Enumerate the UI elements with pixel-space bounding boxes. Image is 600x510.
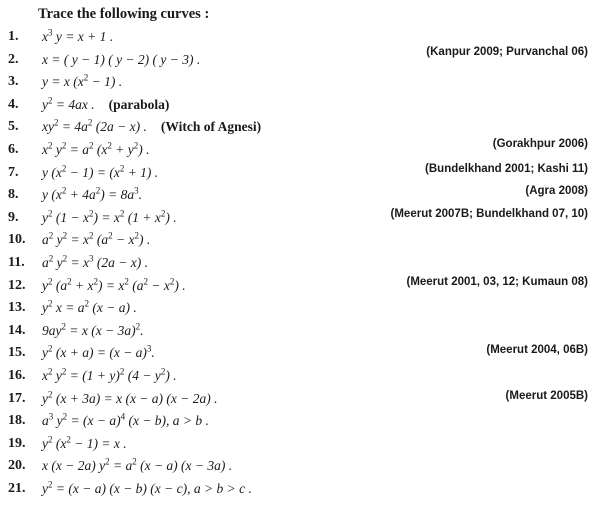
equation-exponent: 2 — [89, 140, 94, 151]
problem-number: 21. — [8, 481, 26, 496]
problem-number: 13. — [8, 300, 26, 316]
problem-equation — [42, 391, 218, 407]
problem-equation — [42, 413, 209, 429]
problem-equation — [42, 368, 177, 384]
equation-exponent: 3 — [88, 253, 94, 264]
exam-source-citation: (Kanpur 2009; Purvanchal 06) — [426, 45, 588, 58]
equation-text: x — [42, 142, 48, 157]
equation-text: = a — [109, 458, 133, 474]
equation-exponent: 3 — [48, 411, 54, 422]
equation-text: x (x − 2a) y — [42, 458, 106, 474]
equation-text: . — [140, 322, 144, 338]
equation-exponent: 2 — [67, 276, 72, 287]
problem-number: 4. — [8, 96, 19, 112]
equation-exponent: 2 — [119, 366, 125, 377]
equation-exponent: 2 — [48, 343, 53, 354]
problem-row — [0, 481, 600, 504]
equation-exponent: 2 — [53, 117, 59, 128]
equation-exponent: 3 — [146, 343, 152, 354]
equation-exponent: 2 — [108, 230, 113, 241]
equation-text: y — [42, 209, 48, 225]
equation-exponent: 2 — [62, 253, 68, 264]
equation-text: = x (x − 3a) — [66, 322, 136, 338]
equation-exponent: 2 — [134, 230, 139, 241]
equation-exponent: 2 — [48, 140, 53, 151]
equation-text: (x − a) (x − 3a) . — [136, 458, 233, 474]
equation-text: y — [53, 255, 63, 270]
problem-number: 17. — [8, 390, 26, 406]
problem-row — [0, 187, 600, 210]
equation-text: = (x − a) (x − b) (x − c), a > b > c . — [52, 481, 252, 496]
equation-text: + y — [111, 142, 134, 157]
equation-text: y = x (x — [42, 74, 84, 90]
equation-text: a — [42, 255, 49, 270]
equation-exponent: 2 — [61, 321, 66, 332]
exam-source-citation: (Meerut 2004, 06B) — [486, 344, 588, 357]
problem-equation — [42, 165, 158, 181]
equation-exponent: 2 — [119, 208, 125, 219]
equation-exponent: 2 — [143, 276, 148, 287]
equation-text: ) = x — [93, 209, 120, 225]
equation-exponent: 2 — [160, 366, 166, 377]
problem-row — [0, 458, 600, 481]
problem-number: 5. — [8, 119, 19, 135]
curve-name-note: (Witch of Agnesi) — [160, 119, 262, 135]
problem-row — [0, 97, 600, 120]
equation-text: (1 − x — [52, 209, 89, 225]
equation-text: y — [53, 232, 63, 248]
equation-exponent: 2 — [119, 163, 125, 174]
problem-row — [0, 232, 600, 255]
equation-exponent: 2 — [61, 185, 67, 196]
problem-row — [0, 74, 600, 97]
problem-number: 1. — [8, 29, 19, 44]
equation-text: x = ( y − 1) ( y − 2) ( y − 3) . — [42, 51, 201, 67]
equation-exponent: 2 — [95, 185, 101, 196]
equation-exponent: 2 — [135, 321, 141, 332]
equation-text: y — [52, 142, 62, 157]
exam-source-citation: (Agra 2008) — [525, 185, 588, 198]
equation-exponent: 2 — [48, 253, 54, 264]
equation-text: − x — [147, 277, 170, 293]
problem-equation — [42, 458, 232, 474]
equation-exponent: 2 — [88, 208, 94, 219]
equation-text: (x — [93, 142, 108, 157]
equation-exponent: 2 — [105, 456, 110, 467]
equation-text: (1 + x — [124, 209, 161, 225]
equation-text: a — [42, 413, 49, 429]
problem-equation — [42, 255, 148, 271]
equation-exponent: 2 — [124, 276, 129, 287]
problem-row — [0, 323, 600, 346]
equation-text: x — [42, 29, 48, 44]
equation-text: = (x − a) — [67, 413, 121, 429]
exam-source-citation: (Bundelkhand 2001; Kashi 11) — [425, 162, 588, 175]
equation-text: (x — [52, 435, 67, 451]
equation-exponent: 2 — [48, 230, 54, 241]
equation-exponent: 2 — [48, 276, 53, 287]
problem-number: 7. — [8, 164, 19, 180]
equation-text: x — [42, 368, 48, 383]
equation-text: (4 − y — [124, 368, 161, 383]
equation-exponent: 2 — [48, 95, 53, 106]
problem-number: 12. — [8, 277, 26, 293]
equation-text: = (1 + y) — [66, 368, 120, 383]
equation-text: ) . — [165, 209, 177, 225]
equation-exponent: 3 — [48, 27, 53, 38]
equation-text: x = a — [52, 300, 85, 316]
exam-source-citation: (Meerut 2007B; Bundelkhand 07, 10) — [390, 207, 588, 220]
equation-exponent: 2 — [160, 208, 166, 219]
equation-text: (2a − x) . — [93, 255, 148, 270]
problem-equation — [42, 29, 113, 45]
problem-number: 11. — [8, 255, 25, 270]
equation-text: − x — [112, 232, 135, 248]
equation-text: (x − a) . — [88, 300, 137, 316]
equation-text: (x + a) = (x − a) — [52, 345, 147, 361]
problem-number: 8. — [8, 187, 19, 203]
equation-text: + x — [71, 277, 94, 293]
problem-row — [0, 368, 600, 391]
curve-name-note: (parabola) — [108, 96, 170, 112]
problem-number: 9. — [8, 209, 19, 225]
equation-exponent: 2 — [88, 230, 94, 241]
equation-exponent: 2 — [83, 72, 89, 83]
equation-exponent: 2 — [48, 298, 53, 309]
equation-exponent: 2 — [133, 140, 139, 151]
problem-equation — [42, 74, 122, 90]
problem-number: 18. — [8, 413, 26, 429]
equation-exponent: 2 — [93, 276, 98, 287]
equation-exponent: 4 — [120, 411, 126, 422]
problem-equation — [42, 210, 177, 226]
equation-text: y — [42, 277, 48, 293]
equation-text: y — [42, 390, 48, 406]
equation-exponent: 2 — [87, 117, 93, 128]
equation-text: − 1) = x . — [70, 435, 127, 451]
problem-equation — [42, 119, 261, 135]
equation-exponent: 3 — [134, 185, 139, 196]
equation-exponent: 2 — [48, 208, 53, 219]
equation-text: (2a − x) . — [92, 119, 147, 135]
equation-text: = x — [67, 255, 89, 270]
problem-number: 19. — [8, 435, 26, 451]
exam-source-citation: (Meerut 2005B) — [505, 389, 588, 402]
equation-exponent: 2 — [48, 389, 53, 400]
equation-text: 9ay — [42, 322, 62, 338]
problem-number: 6. — [8, 142, 19, 157]
problem-row — [0, 255, 600, 278]
problem-row — [0, 413, 600, 436]
equation-text: = x — [67, 232, 89, 248]
problem-number: 20. — [8, 458, 26, 474]
problem-number: 2. — [8, 51, 19, 67]
equation-text: ) . — [138, 232, 151, 248]
problem-equation — [42, 97, 169, 113]
problem-equation — [42, 300, 137, 316]
equation-text: + 4a — [66, 187, 96, 203]
equation-text: (x − b), a > b . — [125, 413, 209, 429]
equation-text: y — [42, 481, 48, 496]
equation-text: xy — [42, 119, 54, 135]
equation-text: ) . — [138, 142, 150, 157]
equation-text: y — [42, 96, 48, 112]
equation-text: (a — [93, 232, 109, 248]
equation-exponent: 2 — [61, 140, 67, 151]
equation-exponent: 2 — [132, 456, 137, 467]
problem-equation — [42, 436, 127, 452]
problem-equation — [42, 187, 142, 203]
equation-text: = 4a — [58, 119, 88, 135]
problem-number: 3. — [8, 74, 19, 90]
equation-exponent: 2 — [48, 479, 53, 490]
problem-equation — [42, 481, 252, 497]
equation-text: (x + 3a) = x (x − a) (x − 2a) . — [52, 390, 218, 406]
equation-text: = 4ax . — [52, 96, 95, 112]
equation-text: y (x — [42, 164, 62, 180]
equation-text: − 1) = (x — [66, 164, 120, 180]
problem-equation — [42, 142, 149, 158]
equation-exponent: 2 — [66, 434, 71, 445]
equation-text: − 1) . — [88, 74, 123, 90]
problem-equation — [42, 345, 155, 361]
problem-equation — [42, 232, 150, 248]
equation-exponent: 2 — [61, 163, 67, 174]
equation-text: (a — [128, 277, 144, 293]
equation-text: = a — [66, 142, 89, 157]
equation-text: + 1) . — [124, 164, 159, 180]
equation-text: a — [42, 232, 49, 248]
page-title: Trace the following curves : — [38, 6, 210, 22]
equation-text: y — [53, 413, 63, 429]
equation-exponent: 2 — [48, 434, 53, 445]
equation-text: . — [151, 345, 155, 361]
equation-exponent: 2 — [107, 140, 112, 151]
equation-text: ) = 8a — [100, 187, 135, 203]
equation-exponent: 2 — [48, 366, 53, 377]
equation-text: . — [138, 187, 142, 203]
equation-exponent: 2 — [62, 230, 68, 241]
exam-source-citation: (Meerut 2001, 03, 12; Kumaun 08) — [406, 275, 588, 288]
equation-text: y — [42, 345, 48, 361]
equation-text: y — [42, 435, 48, 451]
equation-exponent: 2 — [84, 298, 89, 309]
problem-number: 15. — [8, 345, 26, 361]
equation-exponent: 2 — [169, 276, 175, 287]
equation-exponent: 2 — [62, 411, 68, 422]
problem-number: 16. — [8, 368, 26, 383]
equation-text: ) = x — [97, 277, 125, 293]
equation-text: ) . — [174, 277, 186, 293]
problem-row — [0, 300, 600, 323]
equation-text: y — [52, 368, 62, 383]
exam-source-citation: (Gorakhpur 2006) — [492, 138, 588, 150]
equation-text: y — [42, 300, 48, 316]
problem-row — [0, 436, 600, 459]
problem-equation — [42, 278, 186, 294]
problem-number: 14. — [8, 322, 26, 338]
equation-text: ) . — [165, 368, 177, 383]
problem-number: 10. — [8, 232, 26, 248]
problem-equation — [42, 323, 143, 339]
equation-text: y (x — [42, 187, 62, 203]
equation-text: (a — [52, 277, 68, 293]
problem-equation — [42, 52, 200, 68]
equation-exponent: 2 — [61, 366, 67, 377]
equation-text: y = x + 1 . — [52, 29, 114, 44]
